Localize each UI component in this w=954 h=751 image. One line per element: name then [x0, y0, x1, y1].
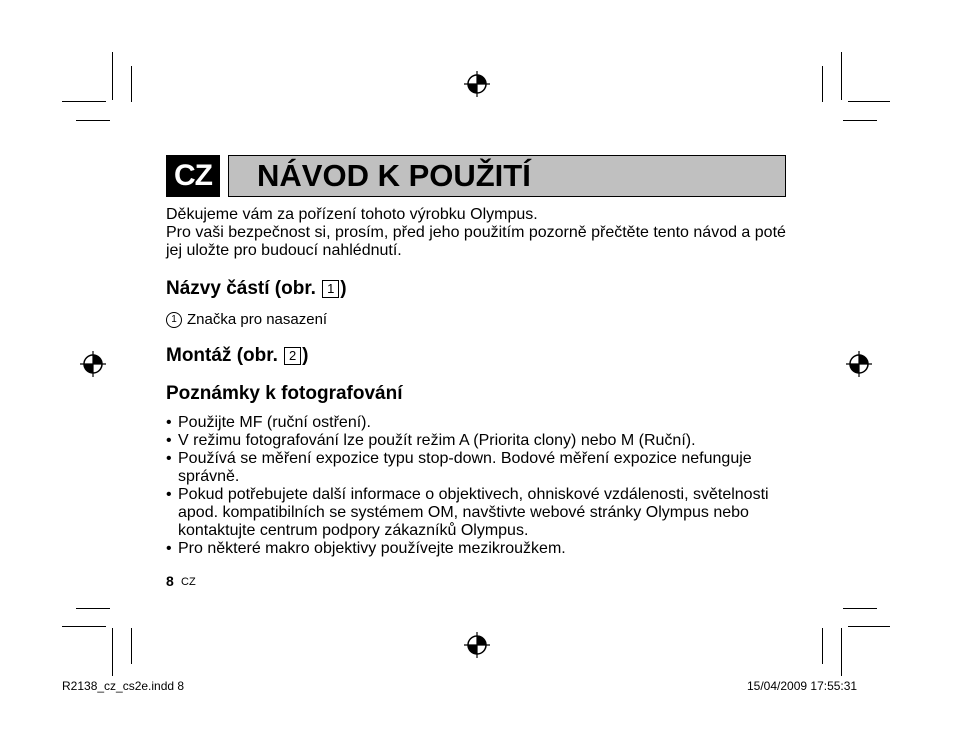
footer-filename: R2138_cz_cs2e.indd 8 [62, 679, 185, 693]
note-text: Použijte MF (ruční ostření). [178, 414, 371, 431]
crop-mark [822, 628, 823, 664]
notes-heading: Poznámky k fotografování [166, 383, 403, 404]
figure-number: 1 [322, 280, 339, 298]
item-number: 1 [166, 312, 182, 328]
list-item [166, 486, 786, 540]
crop-mark [848, 626, 890, 627]
registration-mark-icon [80, 351, 106, 377]
notes-list [166, 414, 786, 558]
mounting-heading [166, 344, 309, 368]
intro-line: Děkujeme vám za pořízení tohoto výrobku Olympus. [166, 206, 538, 223]
heading-text: Montáž (obr. [166, 345, 278, 366]
heading-text: ) [340, 278, 347, 299]
crop-mark [76, 608, 110, 609]
crop-mark [848, 101, 890, 102]
crop-mark [62, 626, 106, 627]
note-text: Pro některé makro objektivy používejte mezikroužkem. [178, 540, 566, 557]
language-badge: CZ [166, 155, 220, 197]
bullet: • [166, 432, 172, 449]
intro-line: Pro vaši bezpečnost si, prosím, před jeho použitím pozorně přečtěte tento návod a poté jej uložte pro budoucí nahlédnutí. [166, 224, 786, 259]
bullet: • [166, 450, 172, 467]
crop-mark [822, 66, 823, 102]
list-item [166, 414, 786, 432]
crop-mark [841, 52, 842, 100]
note-text: Používá se měření expozice typu stop-down. Bodové měření expozice nefunguje správně. [178, 450, 752, 485]
heading-text: ) [302, 345, 309, 366]
crop-mark [131, 66, 132, 102]
crop-mark [843, 120, 877, 121]
page-language: CZ [181, 576, 196, 588]
intro-text [166, 206, 786, 260]
crop-mark [841, 628, 842, 676]
figure-number: 2 [284, 347, 301, 365]
list-item [166, 432, 786, 450]
list-item [166, 540, 786, 558]
crop-mark [62, 101, 106, 102]
crop-mark [112, 52, 113, 100]
note-text: Pokud potřebujete další informace o objektivech, ohniskové vzdálenosti, světelnosti apod. kompatibilních se systémem OM, navštivte webové stránky Olympus nebo kontaktujte centrum podpory zákazníků Olympus. [178, 486, 769, 539]
crop-mark [843, 608, 877, 609]
list-item [166, 450, 786, 486]
bullet: • [166, 414, 172, 431]
page-title: NÁVOD K POUŽITÍ [257, 158, 531, 193]
list-item [166, 311, 327, 329]
footer-timestamp: 15/04/2009 17:55:31 [747, 679, 858, 693]
registration-mark-icon [464, 632, 490, 658]
note-text: V režimu fotografování lze použít režim A (Priorita clony) nebo M (Ruční). [178, 432, 696, 449]
item-label: Značka pro nasazení [187, 311, 328, 328]
crop-mark [112, 628, 113, 676]
crop-mark [131, 628, 132, 664]
title-bar [228, 155, 786, 197]
registration-mark-icon [846, 351, 872, 377]
crop-mark [76, 120, 110, 121]
parts-heading [166, 277, 347, 301]
bullet: • [166, 540, 172, 557]
page-number: 8 [166, 573, 174, 589]
heading-text: Názvy částí (obr. [166, 278, 316, 299]
registration-mark-icon [464, 71, 490, 97]
bullet: • [166, 486, 172, 503]
